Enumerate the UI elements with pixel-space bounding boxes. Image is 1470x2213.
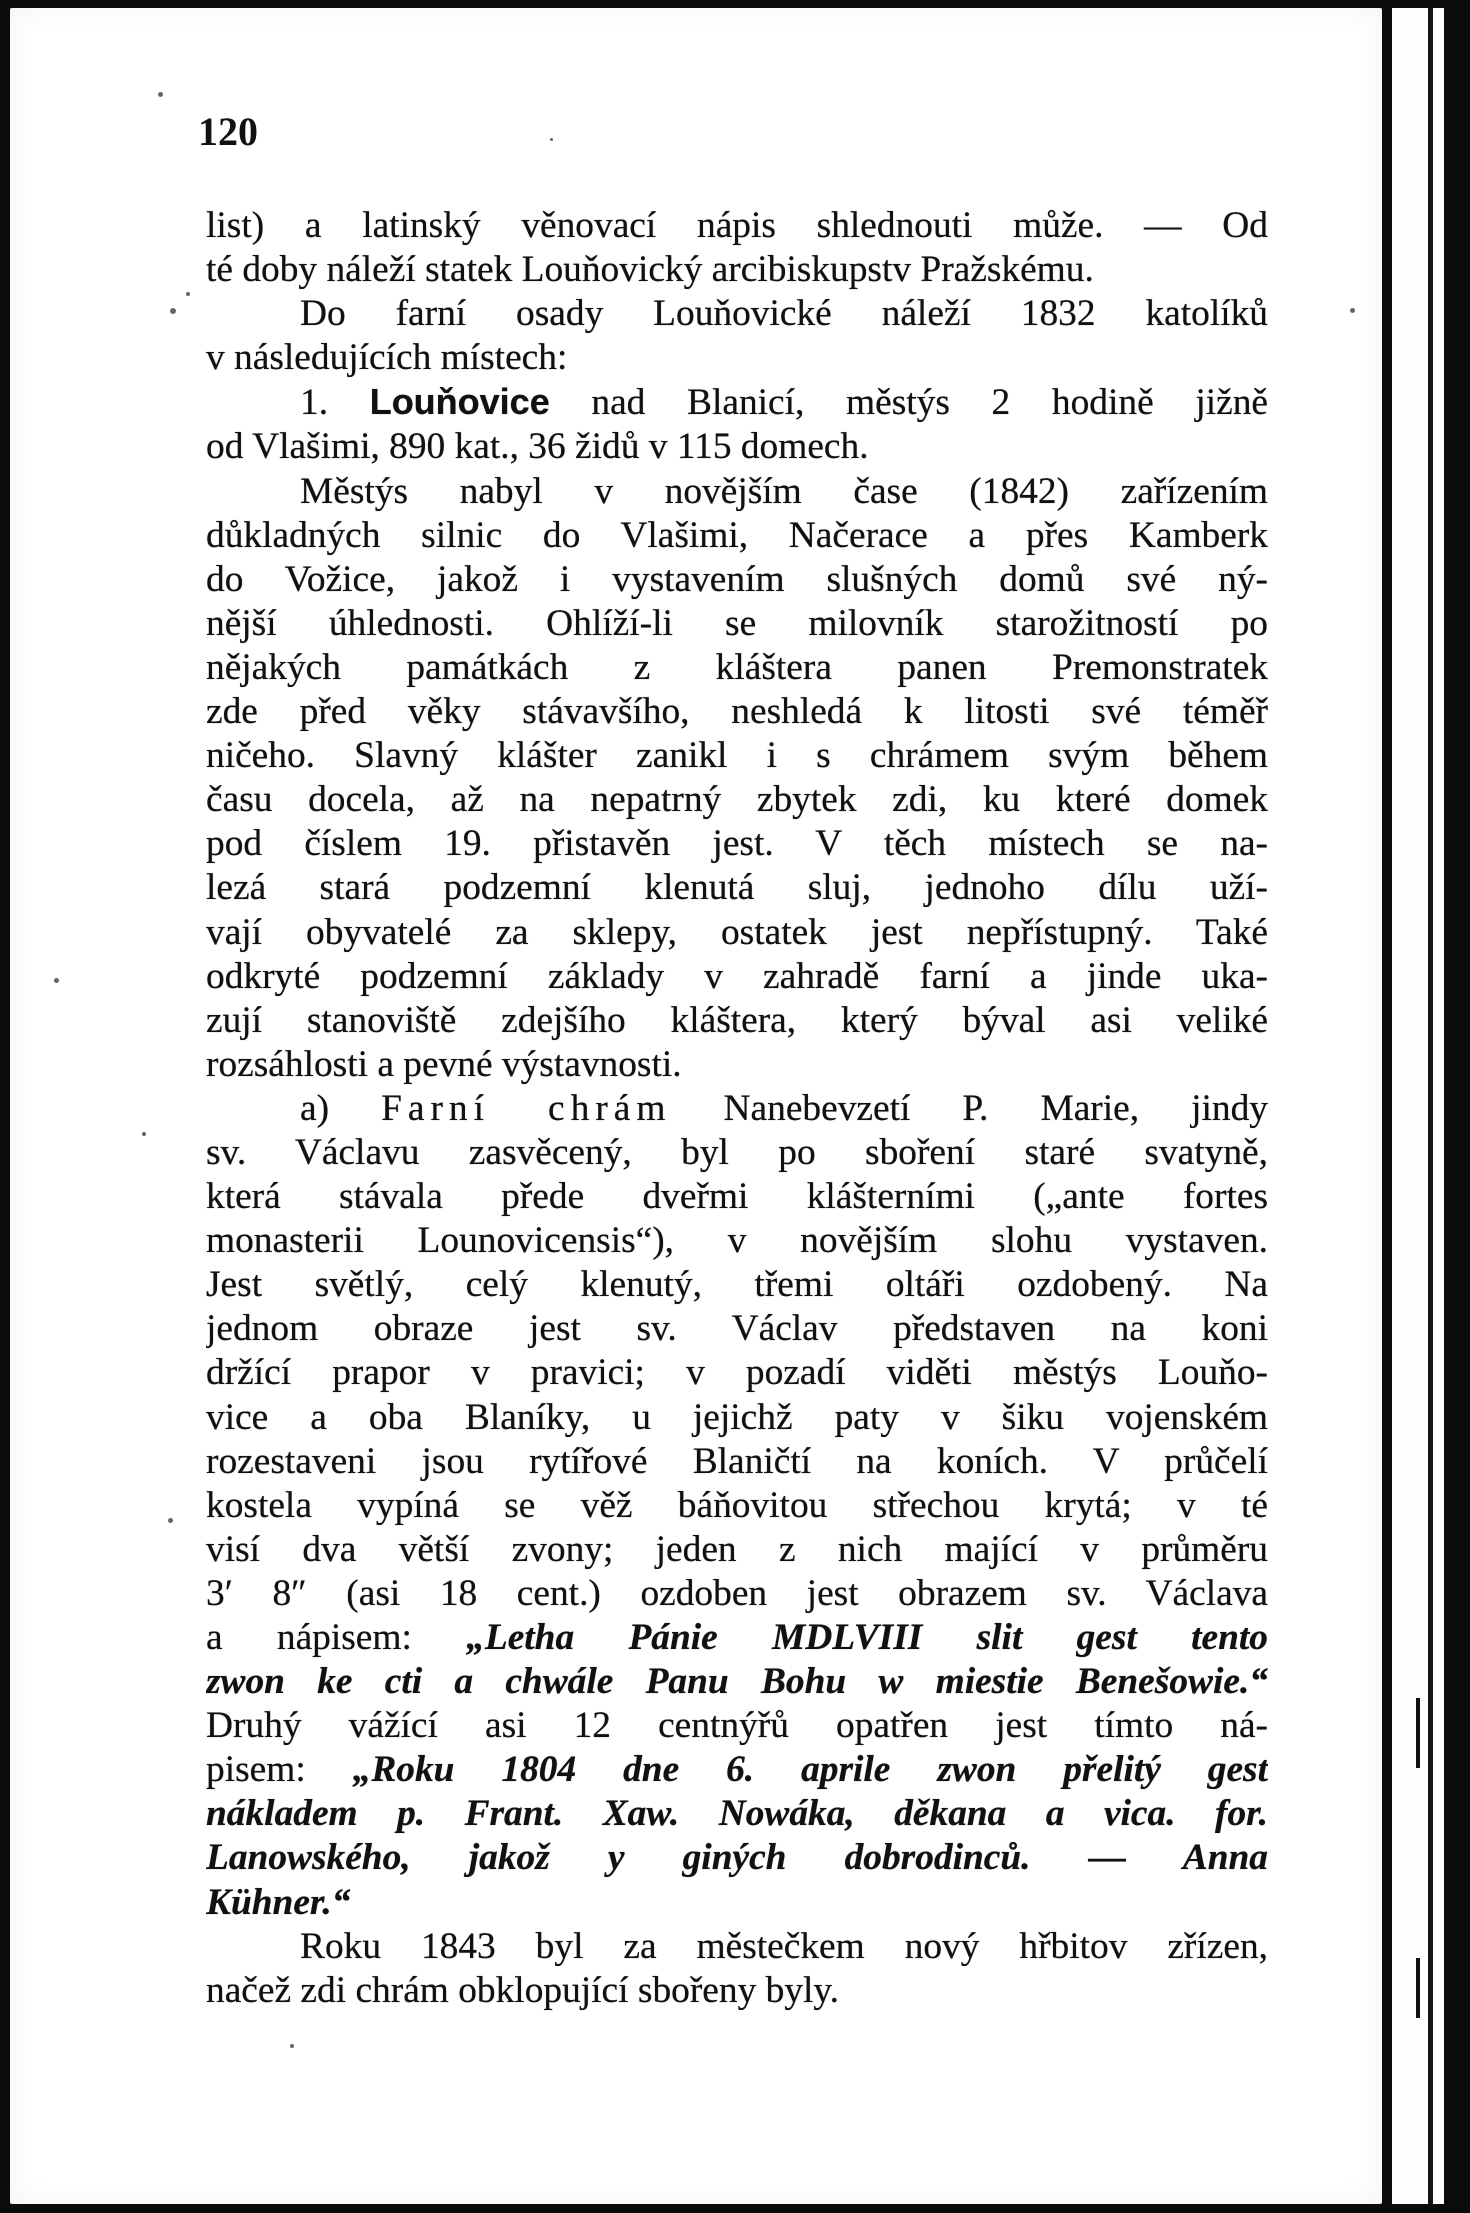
text-line bbox=[206, 999, 1268, 1043]
text-run: Do farní osady Louňovické náleží 1832 katolíků bbox=[300, 293, 1268, 335]
text-line bbox=[206, 1572, 1268, 1616]
text-line bbox=[206, 1043, 1268, 1087]
text-line bbox=[206, 1087, 1268, 1131]
text-run: visí dva větší zvony; jeden z nich mající v průměru bbox=[206, 1528, 1268, 1570]
text-run: Roku 1843 byl za městečkem nový hřbitov zřízen, bbox=[300, 1925, 1268, 1967]
text-line bbox=[206, 1440, 1268, 1484]
text-run: nější úhlednosti. Ohlíží-li se milovník starožitností po bbox=[206, 602, 1268, 644]
text-line bbox=[206, 1616, 1268, 1660]
text-line bbox=[206, 778, 1268, 822]
text-line bbox=[206, 1131, 1268, 1175]
text-line bbox=[206, 734, 1268, 778]
text-line bbox=[206, 1351, 1268, 1395]
text-line bbox=[206, 1704, 1268, 1748]
text-run: vice a oba Blaníky, u jejichž paty v šiku vojenském bbox=[206, 1396, 1268, 1438]
text-run: lezá stará podzemní klenutá sluj, jednoho dílu uží- bbox=[206, 867, 1268, 909]
speck bbox=[168, 1518, 173, 1523]
text-run: vají obyvatelé za sklepy, ostatek jest nepřístupný. Také bbox=[206, 911, 1268, 953]
text-run: sv. Václavu zasvěcený, byl po sboření staré svatyně, bbox=[206, 1131, 1268, 1173]
text-line bbox=[206, 1484, 1268, 1528]
text-run: monasterii Lounovicensis“), v novějším slohu vystaven. bbox=[206, 1220, 1268, 1262]
text-line bbox=[206, 1792, 1268, 1836]
text-line bbox=[206, 646, 1268, 690]
text-line bbox=[206, 248, 1268, 292]
text-run: pod číslem 19. přistavěn jest. V těch místech se na- bbox=[206, 823, 1268, 865]
text-run: Městýs nabyl v novějším čase (1842) zařízením bbox=[300, 470, 1268, 512]
text-line bbox=[206, 1748, 1268, 1792]
text-run: načež zdi chrám obklopující sbořeny byly. bbox=[206, 1969, 840, 2011]
text-run: Druhý vážící asi 12 centnýřů opatřen jest tímto ná- bbox=[206, 1705, 1268, 1747]
text-run: v následujících místech: bbox=[206, 337, 568, 379]
text-run: která stávala přede dveřmi klášterními („ante fortes bbox=[206, 1176, 1268, 1218]
text-run: Nanebevzetí P. Marie, jindy bbox=[671, 1087, 1268, 1129]
italic-quote: „Roku 1804 dne 6. aprile zwon přelitý gest bbox=[352, 1749, 1268, 1791]
place-name: Louňovice bbox=[369, 381, 550, 423]
text-run: důkladných silnic do Vlašimi, Načerace a přes Kamberk bbox=[206, 514, 1268, 556]
text-line bbox=[206, 380, 1268, 425]
text-run: nějakých památkách z kláštera panen Premonstratek bbox=[206, 646, 1268, 688]
edge-mark bbox=[1416, 1958, 1420, 2018]
text-run: nad Blanicí, městýs 2 hodině jižně bbox=[549, 382, 1268, 424]
text-line bbox=[206, 1969, 1268, 2013]
speck bbox=[550, 138, 553, 141]
text-line bbox=[206, 602, 1268, 646]
text-line bbox=[206, 336, 1268, 380]
speck bbox=[1350, 308, 1355, 313]
text-run: Jest světlý, celý klenutý, třemi oltáři ozdobený. Na bbox=[206, 1264, 1268, 1306]
italic-quote: zwon ke cti a chwále Panu Bohu w miestie Benešowie.“ bbox=[206, 1661, 1268, 1703]
text-line bbox=[206, 690, 1268, 734]
text-run: a) bbox=[300, 1087, 382, 1129]
text-run: rozestaveni jsou rytířové Blaničtí na koních. V průčelí bbox=[206, 1440, 1268, 1482]
text-line bbox=[206, 1836, 1268, 1880]
text-line bbox=[206, 292, 1268, 336]
text-run: odkryté podzemní základy v zahradě farní a jinde uka- bbox=[206, 955, 1268, 997]
italic-quote: Lanowského, jakož y giných dobrodinců. — Anna bbox=[206, 1837, 1268, 1879]
binding-edge bbox=[1428, 8, 1433, 2204]
page-number: 120 bbox=[198, 109, 258, 154]
text-line bbox=[206, 955, 1268, 999]
text-run: 1. bbox=[300, 382, 370, 424]
speck bbox=[170, 308, 176, 314]
page-text bbox=[206, 204, 1268, 2013]
text-line bbox=[206, 1175, 1268, 1219]
speck bbox=[290, 2044, 294, 2048]
text-run: držící prapor v pravici; v pozadí viděti městýs Louňo- bbox=[206, 1352, 1268, 1394]
italic-quote: „Letha Pánie MDLVIII slit gest tento bbox=[466, 1617, 1268, 1658]
text-run: pisem: bbox=[206, 1749, 353, 1791]
text-run: a nápisem: bbox=[206, 1617, 467, 1658]
text-run: času docela, až na nepatrný zbytek zdi, ku které domek bbox=[206, 779, 1268, 821]
text-run: ničeho. Slavný klášter zanikl i s chrámem svým během bbox=[206, 735, 1268, 777]
text-run: té doby náleží statek Louňovický arcibiskupstv Pražskému. bbox=[206, 249, 1094, 291]
text-run: kostela vypíná se věž báňovitou střechou krytá; v té bbox=[206, 1484, 1268, 1526]
text-run: 3′ 8″ (asi 18 cent.) ozdoben jest obrazem sv. Václava bbox=[206, 1572, 1268, 1614]
italic-quote: Kühner.“ bbox=[206, 1881, 351, 1923]
speck bbox=[142, 1132, 146, 1136]
speck bbox=[186, 292, 190, 296]
text-run: zují stanoviště zdejšího kláštera, který býval asi veliké bbox=[206, 999, 1268, 1041]
text-run: do Vožice, jakož i vystavením slušných domů své ný- bbox=[206, 558, 1268, 600]
text-run: jednom obraze jest sv. Václav představen na koni bbox=[206, 1308, 1268, 1350]
text-line bbox=[206, 558, 1268, 602]
text-line bbox=[206, 1881, 1268, 1925]
text-line bbox=[206, 1925, 1268, 1969]
text-line bbox=[206, 866, 1268, 910]
text-line bbox=[206, 1219, 1268, 1263]
text-run: zde před věky stávavšího, neshledá k litosti své téměř bbox=[206, 691, 1268, 733]
text-line bbox=[206, 1396, 1268, 1440]
text-line bbox=[206, 822, 1268, 866]
text-line bbox=[206, 1263, 1268, 1307]
text-run: list) a latinský věnovací nápis shlednouti může. — Od bbox=[206, 205, 1268, 246]
text-line bbox=[206, 204, 1268, 248]
spaced-heading: Farní chrám bbox=[381, 1087, 672, 1129]
text-run: od Vlašimi, 890 kat., 36 židů v 115 domech. bbox=[206, 426, 869, 468]
text-line bbox=[206, 911, 1268, 955]
adjacent-page-edge bbox=[1392, 8, 1444, 2204]
text-line bbox=[206, 470, 1268, 514]
text-line bbox=[206, 1660, 1268, 1704]
speck bbox=[54, 978, 59, 983]
text-line bbox=[206, 1528, 1268, 1572]
edge-mark bbox=[1416, 1698, 1420, 1768]
text-line bbox=[206, 514, 1268, 558]
text-run: rozsáhlosti a pevné výstavnosti. bbox=[206, 1043, 682, 1085]
text-line bbox=[206, 425, 1268, 469]
italic-quote: nákladem p. Frant. Xaw. Nowáka, děkana a vica. for. bbox=[206, 1793, 1268, 1835]
speck bbox=[158, 92, 163, 97]
text-line bbox=[206, 1307, 1268, 1351]
